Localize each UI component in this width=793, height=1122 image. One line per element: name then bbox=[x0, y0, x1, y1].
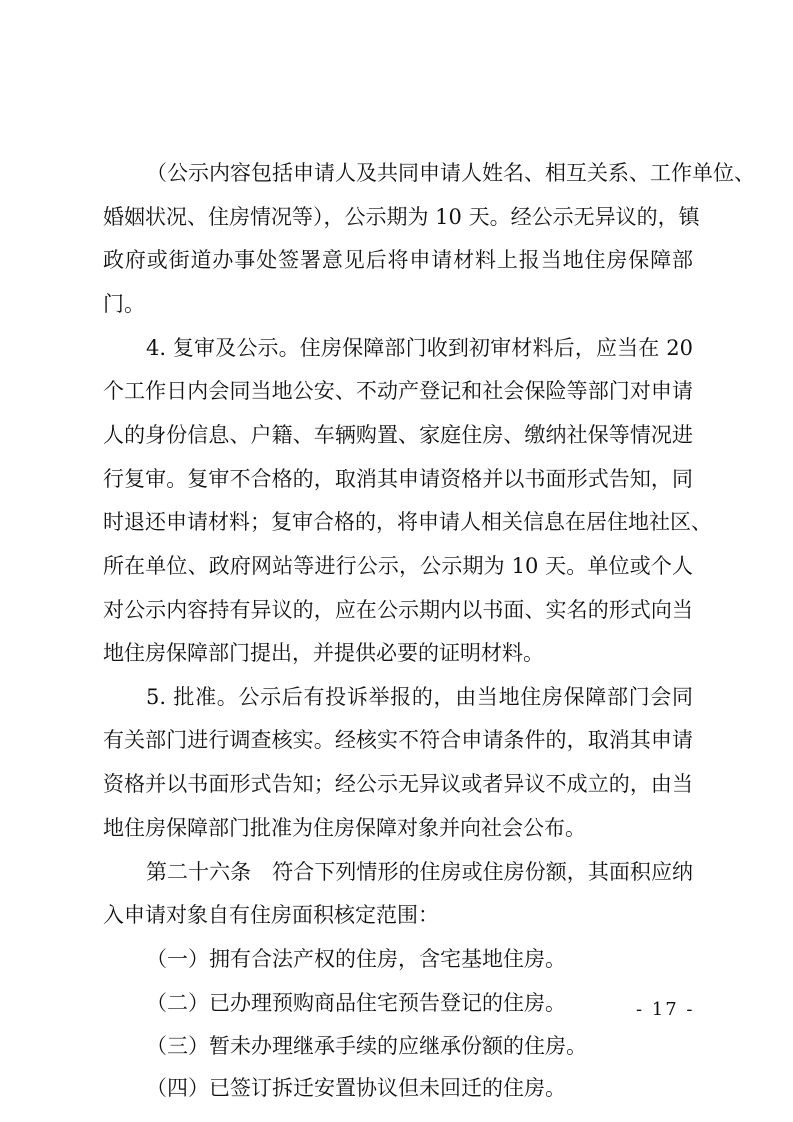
list-item-1: （一）拥有合法产权的住房，含宅基地住房。 bbox=[146, 947, 566, 971]
article-heading-line-1: 第二十六条 符合下列情形的住房或住房份额，其面积应纳 bbox=[146, 860, 693, 884]
text-line-2: 婚姻状况、住房情况等），公示期为 10 天。经公示无异议的，镇 bbox=[103, 205, 700, 229]
list-item-2: （二）已办理预购商品住宅预告登记的住房。 bbox=[146, 991, 566, 1015]
text-line-7: 人的身份信息、户籍、车辆购置、家庭住房、缴纳社保等情况进 bbox=[103, 423, 693, 447]
text-line-6: 个工作日内会同当地公安、不动产登记和社会保险等部门对申请 bbox=[103, 379, 693, 403]
text-line-5: 4. 复审及公示。住房保障部门收到初审材料后，应当在 20 bbox=[146, 336, 693, 360]
text-line-15: 资格并以书面形式告知；经公示无异议或者异议不成立的，由当 bbox=[103, 772, 693, 796]
list-item-3: （三）暂未办理继承手续的应继承份额的住房。 bbox=[146, 1034, 587, 1058]
text-line-3: 政府或街道办事处签署意见后将申请材料上报当地住房保障部 bbox=[103, 248, 693, 272]
text-line-12: 地住房保障部门提出，并提供必要的证明材料。 bbox=[103, 641, 544, 665]
text-line-11: 对公示内容持有异议的，应在公示期内以书面、实名的形式向当 bbox=[103, 598, 693, 622]
text-line-13: 5. 批准。公示后有投诉举报的，由当地住房保障部门会同 bbox=[146, 685, 693, 709]
text-line-16: 地住房保障部门批准为住房保障对象并向社会公布。 bbox=[103, 816, 586, 840]
text-line-9: 时退还申请材料；复审合格的，将申请人相关信息在居住地社区、 bbox=[103, 510, 712, 534]
text-line-14: 有关部门进行调查核实。经核实不符合申请条件的，取消其申请 bbox=[103, 728, 693, 752]
page-number: - 17 - bbox=[636, 999, 695, 1020]
text-line-4: 门。 bbox=[103, 292, 145, 316]
text-line-10: 所在单位、政府网站等进行公示，公示期为 10 天。单位或个人 bbox=[103, 554, 693, 578]
text-line-8: 行复审。复审不合格的，取消其申请资格并以书面形式告知，同 bbox=[103, 467, 693, 491]
article-heading-line-2: 入申请对象自有住房面积核定范围： bbox=[103, 903, 439, 927]
text-line-1: （公示内容包括申请人及共同申请人姓名、相互关系、工作单位、 bbox=[146, 161, 755, 185]
list-item-4: （四）已签订拆迁安置协议但未回迁的住房。 bbox=[146, 1076, 566, 1100]
